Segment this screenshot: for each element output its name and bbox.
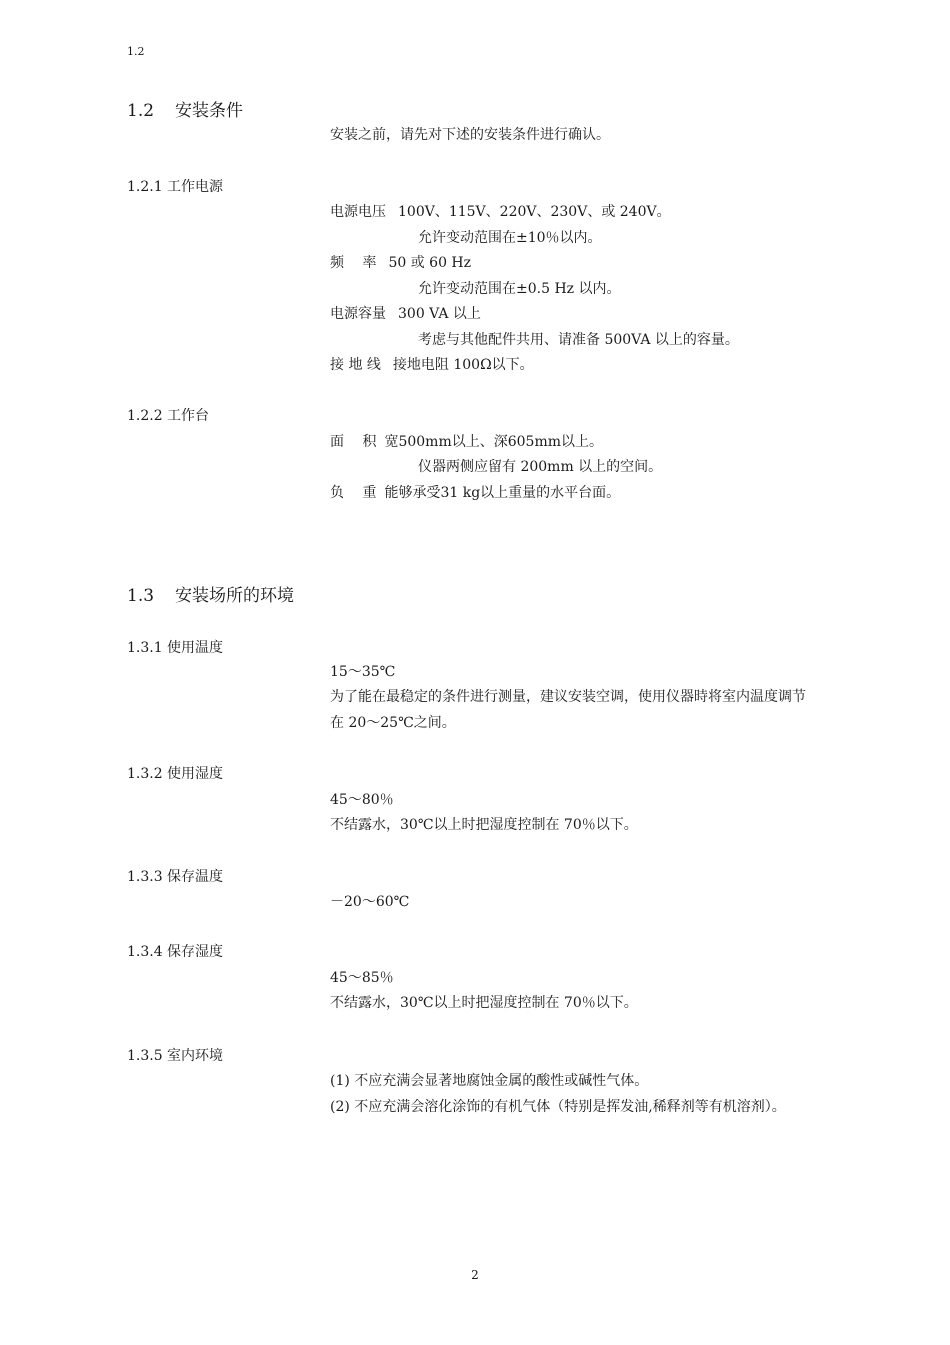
section-heading-1-3 <box>127 581 294 606</box>
body-line: 在 20～25℃之间。 <box>330 715 456 731</box>
subsection-heading-1-3-3 <box>127 866 223 886</box>
spec-line <box>330 482 620 502</box>
spec-line <box>330 354 534 374</box>
subsection-number: 1.3.5 <box>127 1048 163 1064</box>
spec-value: 接地电阻 100Ω以下。 <box>392 357 534 373</box>
spec-line <box>330 303 481 323</box>
subsection-title: 使用湿度 <box>167 766 223 782</box>
spec-value: 50 或 60 Hz <box>388 255 472 271</box>
spec-line <box>330 201 671 221</box>
list-item: (2) 不应充满会溶化涂饰的有机气体（特别是挥发油,稀释剂等有机溶剂）。 <box>330 1099 786 1115</box>
spec-line <box>330 431 603 451</box>
subsection-number: 1.3.3 <box>127 869 163 885</box>
spec-value: 300 VA 以上 <box>398 306 481 322</box>
spec-value: 宽500mm以上、深605mm以上。 <box>384 434 603 450</box>
list-item: (1) 不应充满会显著地腐蚀金属的酸性或碱性气体。 <box>330 1073 649 1089</box>
spec-note: 允许变动范围在±0.5 Hz 以内。 <box>418 281 621 297</box>
subsection-title: 室内环境 <box>167 1048 223 1064</box>
spec-label: 接 地 线 <box>330 357 381 373</box>
spec-value: 100V、115V、220V、230V、或 240V。 <box>398 204 671 220</box>
section-number: 1.2 <box>127 101 155 121</box>
spec-line <box>330 252 471 272</box>
body-line: 不结露水，30℃以上时把湿度控制在 70％以下。 <box>330 817 638 833</box>
spec-value: 能够承受31 kg以上重量的水平台面。 <box>384 485 621 501</box>
subsection-heading-1-2-2 <box>127 405 209 425</box>
subsection-title: 保存温度 <box>167 869 223 885</box>
spec-note: 允许变动范围在±10％以内。 <box>418 230 602 246</box>
spec-label: 负 重 <box>330 485 377 501</box>
section-title: 安装条件 <box>175 101 243 121</box>
subsection-title: 工作电源 <box>167 179 223 195</box>
subsection-heading-1-3-4 <box>127 941 223 961</box>
section-intro: 安装之前，请先对下述的安装条件进行确认。 <box>330 127 610 143</box>
subsection-heading-1-3-5 <box>127 1045 223 1065</box>
subsection-number: 1.3.4 <box>127 944 163 960</box>
body-line: 不结露水，30℃以上时把湿度控制在 70％以下。 <box>330 995 638 1011</box>
body-line: 45～80％ <box>330 792 394 808</box>
section-title: 安装场所的环境 <box>175 586 294 606</box>
subsection-heading-1-2-1 <box>127 176 223 196</box>
subsection-number: 1.3.1 <box>127 640 163 656</box>
spec-label: 电源容量 <box>330 306 386 322</box>
section-number: 1.3 <box>127 586 155 606</box>
spec-label: 频 率 <box>330 255 377 271</box>
spec-note: 考虑与其他配件共用、请准备 500VA 以上的容量。 <box>418 332 739 348</box>
body-line: 15～35℃ <box>330 664 396 680</box>
subsection-heading-1-3-2 <box>127 763 223 783</box>
subsection-title: 使用温度 <box>167 640 223 656</box>
section-heading-1-2 <box>127 96 243 121</box>
spec-label: 面 积 <box>330 434 377 450</box>
body-line: －20～60℃ <box>330 894 410 910</box>
page-header: 1.2 <box>127 45 145 58</box>
body-line: 45～85％ <box>330 970 394 986</box>
subsection-number: 1.2.2 <box>127 408 163 424</box>
spec-label: 电源电压 <box>330 204 386 220</box>
subsection-title: 工作台 <box>167 408 209 424</box>
page-number: 2 <box>471 1268 479 1282</box>
body-line: 为了能在最稳定的条件进行测量，建议安装空调，使用仪器時将室内温度调节 <box>330 689 806 705</box>
subsection-number: 1.2.1 <box>127 179 163 195</box>
subsection-heading-1-3-1 <box>127 637 223 657</box>
spec-note: 仪器两侧应留有 200mm 以上的空间。 <box>418 459 663 475</box>
subsection-title: 保存湿度 <box>167 944 223 960</box>
subsection-number: 1.3.2 <box>127 766 163 782</box>
